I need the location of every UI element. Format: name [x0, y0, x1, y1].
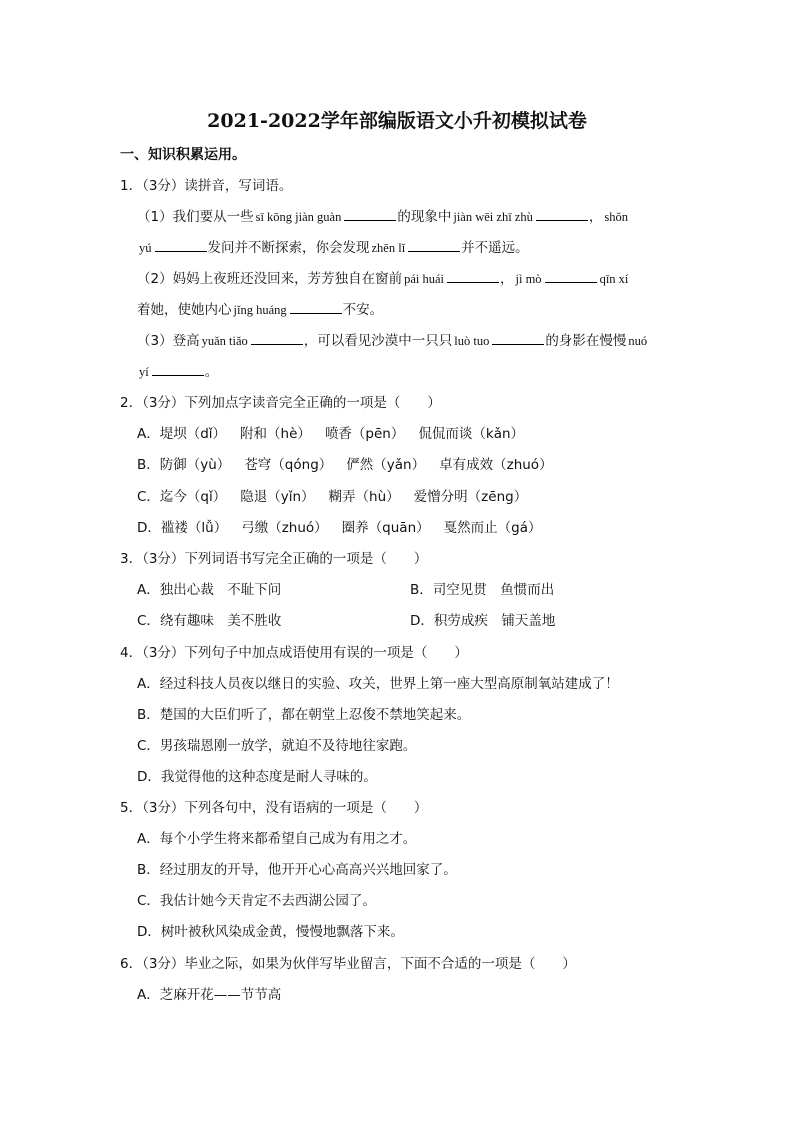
answer-blank[interactable] — [536, 208, 588, 221]
pinyin: jiàn wēi zhī zhù — [453, 210, 533, 224]
pinyin: sī kōng jiàn guàn — [255, 210, 342, 224]
q5-option-c[interactable]: C．我估计她今天肯定不去西湖公园了。 — [137, 893, 376, 909]
option-text: A．堤坝（dǐ） — [137, 426, 227, 442]
pinyin: jì mò — [515, 272, 542, 286]
pinyin: luò tuo — [454, 334, 490, 348]
option-text: 侃侃而谈（kǎn） — [418, 426, 525, 442]
text: 不安。 — [342, 302, 384, 318]
q3-option-d[interactable]: D．积劳成疾 铺天盖地 — [410, 613, 556, 629]
option-text: 俨然（yǎn） — [346, 457, 426, 473]
q5-option-a[interactable]: A．每个小学生将来都希望自己成为有用之才。 — [137, 831, 417, 847]
page-title: 2021-2022学年部编版语文小升初模拟试卷 — [207, 110, 587, 132]
q4-option-a[interactable]: A．经过科技人员夜以继日的实验、攻关，世界上第一座大型高原制氧站建成了！ — [137, 676, 619, 692]
q2-option-b[interactable] — [137, 456, 567, 474]
question-1-stem: 1．（3分）读拼音，写词语。 — [120, 178, 293, 194]
option-text: 爱憎分明（zēng） — [413, 489, 528, 505]
pinyin: zhēn lǐ — [371, 241, 406, 255]
q3-option-c[interactable]: C．绕有趣味 美不胜收 — [137, 613, 282, 629]
option-text: 苍穹（qóng） — [244, 457, 333, 473]
option-text: 弓缴（zhuó） — [241, 520, 328, 536]
pinyin: yí — [139, 365, 149, 379]
question-4-stem: 4．（3分）下列句子中加点成语使用有误的一项是（ ） — [120, 645, 468, 661]
answer-blank[interactable] — [408, 239, 460, 252]
text: （3）登高 — [137, 333, 200, 349]
q1-sentence-2-line-1 — [137, 270, 630, 288]
answer-blank[interactable] — [492, 332, 544, 345]
q4-option-d[interactable]: D．我觉得他的这种态度是耐人寻味的。 — [137, 769, 377, 785]
q4-option-c[interactable]: C．男孩瑞恩刚一放学，就迫不及待地往家跑。 — [137, 738, 417, 754]
answer-blank[interactable] — [447, 270, 499, 283]
answer-blank[interactable] — [251, 332, 303, 345]
option-text: C．迄今（qǐ） — [137, 489, 227, 505]
pinyin: yú — [139, 241, 152, 255]
option-text: 喷香（pēn） — [324, 426, 405, 442]
text: （1）我们要从一些 — [137, 209, 254, 225]
question-5-stem: 5．（3分）下列各句中，没有语病的一项是（ ） — [120, 800, 428, 816]
q5-option-d[interactable]: D．树叶被秋风染成金黄，慢慢地飘落下来。 — [137, 924, 404, 940]
text: 的现象中 — [397, 209, 452, 225]
pinyin: pái huái — [404, 272, 445, 286]
text: ， — [500, 271, 514, 287]
text: ， — [588, 209, 603, 225]
text: 发问并不断探索，你会发现 — [207, 240, 370, 256]
q1-sentence-1-line-2 — [137, 239, 529, 257]
q2-option-a[interactable] — [137, 425, 538, 443]
question-2-stem: 2．（3分）下列加点字读音完全正确的一项是（ ） — [120, 395, 441, 411]
pinyin: qīn xí — [599, 272, 629, 286]
option-text: 圈养（quān） — [341, 520, 430, 536]
answer-blank[interactable] — [290, 301, 342, 314]
pinyin: jǐng huáng — [233, 303, 287, 317]
q1-sentence-3-line-2 — [137, 363, 218, 381]
answer-blank[interactable] — [152, 363, 204, 376]
q3-option-a[interactable]: A．独出心裁 不耻下问 — [137, 582, 282, 598]
option-text: 附和（hè） — [240, 426, 311, 442]
answer-blank[interactable] — [155, 239, 207, 252]
option-text: D．褴褛（lǚ） — [137, 520, 228, 536]
text: 。 — [204, 364, 219, 380]
q1-sentence-2-line-2 — [137, 301, 383, 319]
q3-option-b[interactable]: B．司空见贯 鱼惯而出 — [410, 582, 555, 598]
option-text: B．防御（yù） — [137, 457, 231, 473]
pinyin: shǒn — [604, 210, 628, 224]
text: ，可以看见沙漠中一只只 — [303, 333, 453, 349]
option-text: 隐退（yǐn） — [240, 489, 315, 505]
pinyin: nuó — [628, 334, 648, 348]
question-3-stem: 3．（3分）下列词语书写完全正确的一项是（ ） — [120, 551, 428, 567]
q4-option-b[interactable]: B．楚国的大臣们听了，都在朝堂上忍俊不禁地笑起来。 — [137, 707, 471, 723]
q6-option-a[interactable]: A．芝麻开花——节节高 — [137, 987, 282, 1003]
option-text: 糊弄（hù） — [328, 489, 400, 505]
question-6-stem: 6．（3分）毕业之际，如果为伙伴写毕业留言，下面不合适的一项是（ ） — [120, 956, 576, 972]
text: 的身影在慢慢 — [545, 333, 627, 349]
text: （2）妈妈上夜班还没回来，芳芳独自在窗前 — [137, 271, 403, 287]
option-text: 卓有成效（zhuó） — [439, 457, 553, 473]
text: 着她，使她内心 — [137, 302, 232, 318]
q2-option-c[interactable] — [137, 488, 541, 506]
q2-option-d[interactable] — [137, 519, 555, 537]
q1-sentence-1-line-1 — [137, 208, 630, 226]
section-heading: 一、知识积累运用。 — [120, 147, 246, 163]
option-text: 戛然而止（gá） — [443, 520, 542, 536]
q5-option-b[interactable]: B．经过朋友的开导，他开开心心高高兴兴地回家了。 — [137, 862, 457, 878]
q1-sentence-3-line-1 — [137, 332, 649, 350]
answer-blank[interactable] — [344, 208, 396, 221]
text: 并不遥远。 — [461, 240, 529, 256]
pinyin: yuǎn tiǎo — [201, 334, 248, 348]
answer-blank[interactable] — [545, 270, 597, 283]
